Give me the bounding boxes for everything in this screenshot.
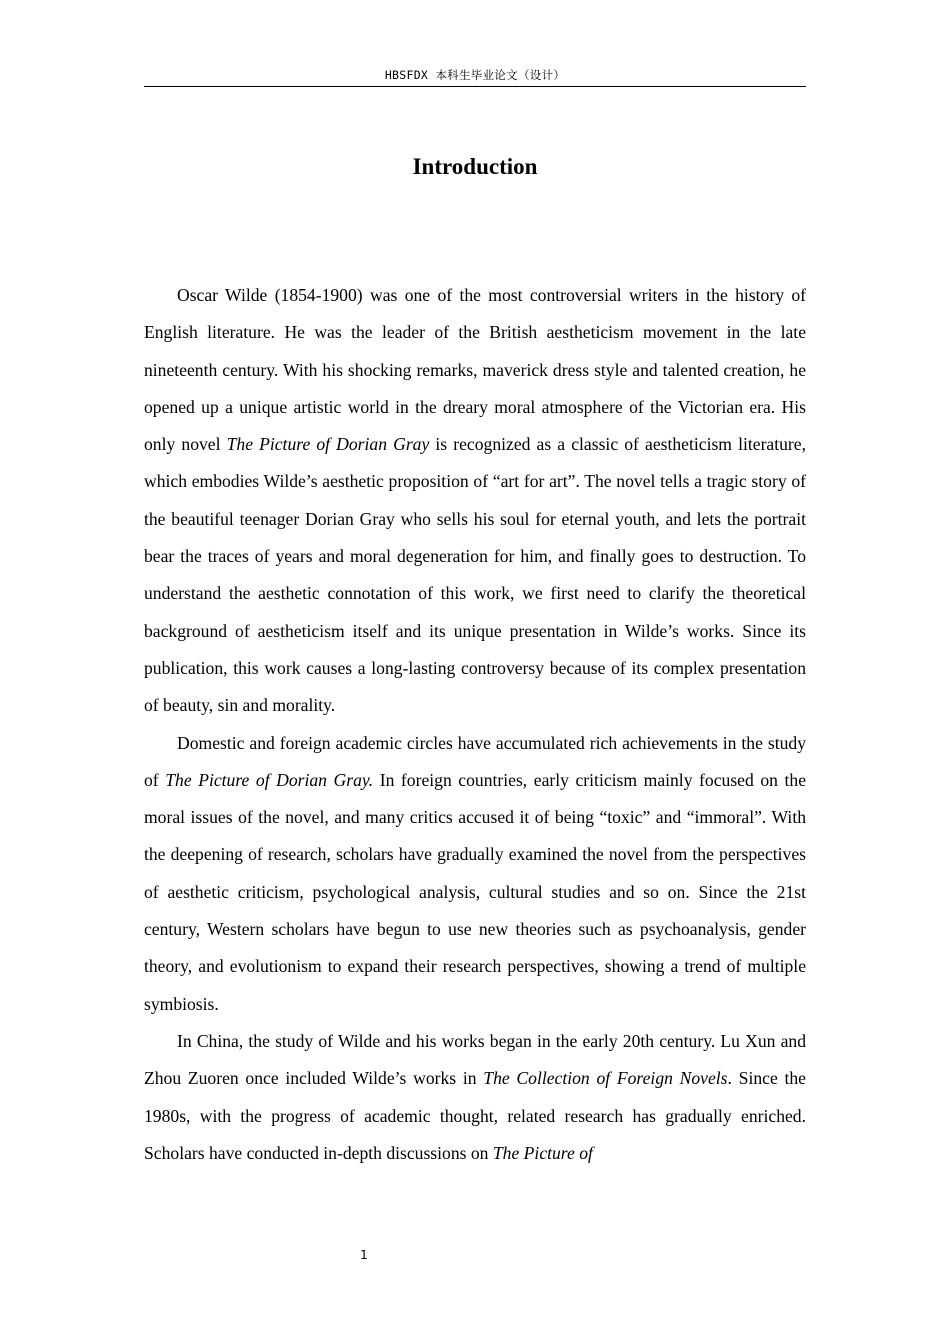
page-header xyxy=(144,66,806,87)
body-text xyxy=(144,277,806,1172)
page-number: 1 xyxy=(360,1248,368,1262)
book-title: The Picture of Dorian Gray xyxy=(226,434,430,455)
paragraph-text: Domestic and foreign academic circles have accumulated rich achievements in the study of xyxy=(144,732,806,790)
paragraph-text: In foreign countries, early criticism mainly focused on the moral issues of the novel, and many critics accused it of being “toxic” and “immoral”. With the deepening of research, scholars have gradually examined the novel from the perspectives of aesthetic criticism, psychological analysis, cultural studies and so on. Since the 21st century, Western scholars have begun to use new theories such as psychoanalysis, gender theory, and evolutionism to expand their research perspectives, showing a trend of multiple symbiosis. xyxy=(144,769,807,1014)
paragraph-text: Oscar Wilde (1854-1900) was one of the most controversial writers in the history of English literature. He was the leader of the British aestheticism movement in the late nineteenth century. With his shocking remarks, maverick dress style and talented creation, he opened up a unique artistic world in the dreary moral atmosphere of the Victorian era. His only novel xyxy=(144,285,806,455)
paragraph-text: is recognized as a classic of aestheticism literature, which embodies Wilde’s aesthetic proposition of “art for art”. The novel tells a tragic story of the beautiful teenager Dorian Gray who sells his soul for eternal youth, and lets the portrait bear the traces of years and moral degeneration for him, and finally goes to destruction. To understand the aesthetic connotation of this work, we first need to clarify the theoretical background of aestheticism itself and its unique presentation in Wilde’s works. Since its publication, this work causes a long-lasting controversy because of its complex presentation of beauty, sin and morality. xyxy=(144,434,806,716)
paragraph-text: In China, the study of Wilde and his works began in the early 20th century. Lu Xun and Zhou Zuoren once included Wilde’s works in xyxy=(144,1030,806,1089)
paragraph-3 xyxy=(144,1023,806,1172)
section-title: Introduction xyxy=(412,154,538,179)
book-title: The Picture of xyxy=(492,1142,593,1163)
book-title: The Picture of Dorian Gray. xyxy=(165,769,374,790)
paragraph-text: . Since the 1980s, with the progress of academic thought, related research has gradually enriched. Scholars have conducted in-depth discussions on xyxy=(144,1068,806,1163)
header-text: HBSFDX 本科生毕业论文（设计） xyxy=(384,68,566,82)
book-title: The Collection of Foreign Novels xyxy=(483,1068,728,1089)
paragraph-1 xyxy=(144,277,806,725)
paragraph-2 xyxy=(144,725,806,1023)
